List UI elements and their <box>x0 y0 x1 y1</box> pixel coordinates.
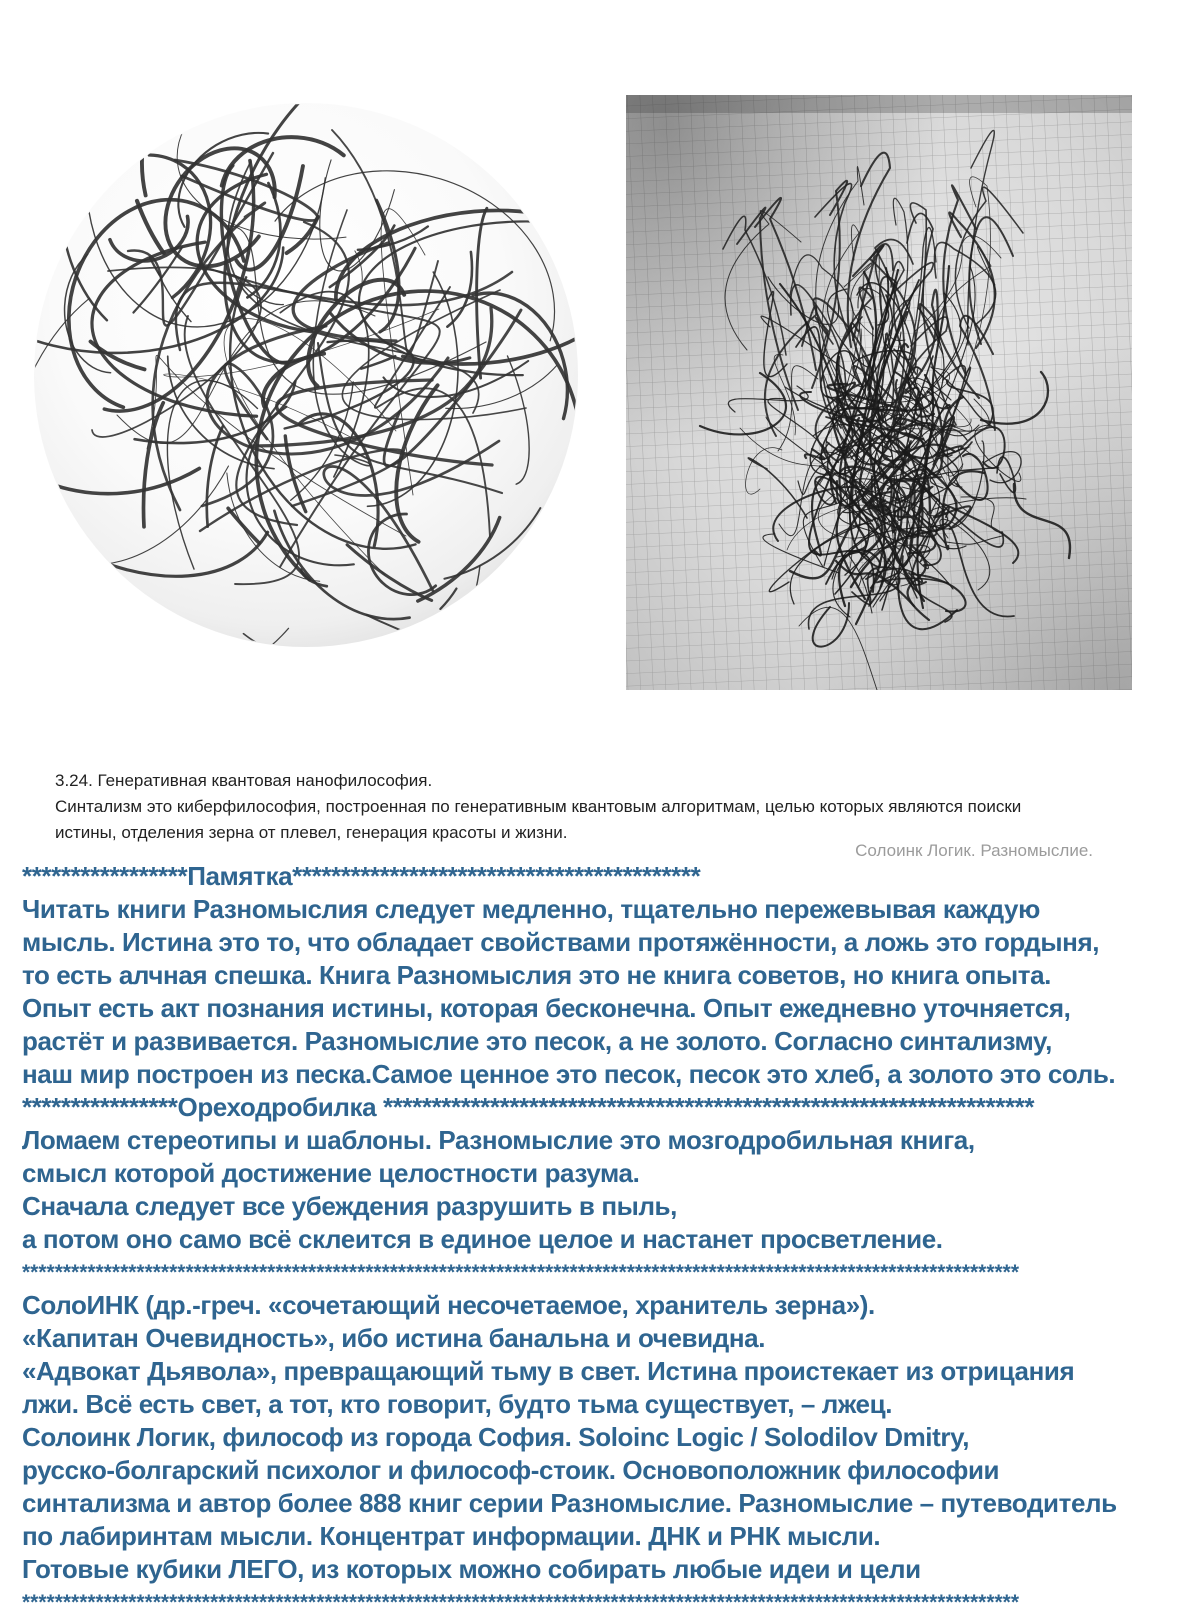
nutcracker-header: ****************Ореходробилка ******************************************************************* <box>22 1092 1035 1122</box>
scribble-sphere-figure <box>30 88 582 662</box>
graph-paper-sketch-figure <box>626 95 1132 690</box>
about-line: русско-болгарский психолог и философ-стоик. Основоположник философии <box>22 1455 1000 1485</box>
nutcracker-line: Сначала следует все убеждения разрушить в пыль, <box>22 1191 677 1221</box>
asterisk-separator: ************************************************************************************************************************** <box>22 1591 1020 1614</box>
about-line: по лабиринтам мысли. Концентрат информации. ДНК и РНК мысли. <box>22 1521 881 1551</box>
nutcracker-line: Ломаем стереотипы и шаблоны. Разномыслие это мозгодробильная книга, <box>22 1125 975 1155</box>
about-line: «Капитан Очевидность», ибо истина банальна и очевидна. <box>22 1323 766 1353</box>
figure-caption <box>55 768 1115 846</box>
caption-body-line-1: Синтализм это киберфилософия, построенная по генеративным квантовым алгоритмам, целью которых являются поиски <box>55 797 1022 816</box>
memo-line: растёт и развивается. Разномыслие это песок, а не золото. Согласно синтализму, <box>22 1026 1052 1056</box>
graph-paper-sketch-image <box>626 95 1132 690</box>
nutcracker-line: смысл которой достижение целостности разума. <box>22 1158 640 1188</box>
memo-header: *****************Памятка****************************************** <box>22 861 701 891</box>
memo-line: Опыт есть акт познания истины, которая бесконечна. Опыт ежедневно уточняется, <box>22 993 1071 1023</box>
about-line: лжи. Всё есть свет, а тот, кто говорит, будто тьма существует, – лжец. <box>22 1389 893 1419</box>
scribble-sphere-image <box>30 88 582 662</box>
about-line: «Адвокат Дьявола», превращающий тьму в свет. Истина проистекает из отрицания <box>22 1356 1075 1386</box>
about-line: СолоИНК (др.-греч. «сочетающий несочетаемое, хранитель зерна»). <box>22 1290 875 1320</box>
memo-line: наш мир построен из песка.Самое ценное это песок, песок это хлеб, а золото это соль. <box>22 1059 1116 1089</box>
author-attribution: Солоинк Логик. Разномыслие. <box>855 841 1093 860</box>
section-heading: 3.24. Генеративная квантовая нанофилософия. <box>55 771 433 790</box>
nutcracker-line: а потом оно само всё склеится в единое целое и настанет просветление. <box>22 1224 943 1254</box>
about-line: Готовые кубики ЛЕГО, из которых можно собирать любые идеи и цели <box>22 1554 921 1584</box>
memo-line: мысль. Истина это то, что обладает свойствами протяжённости, а ложь это гордыня, <box>22 927 1100 957</box>
about-line: Солоинк Логик, философ из города София. Soloinc Logic / Solodilov Dmitry, <box>22 1422 970 1452</box>
body-text <box>22 860 1180 1619</box>
memo-line: то есть алчная спешка. Книга Разномыслия это не книга советов, но книга опыта. <box>22 960 1051 990</box>
asterisk-separator: ************************************************************************************************************************** <box>22 1261 1020 1284</box>
caption-body-line-2: истины, отделения зерна от плевел, генерация красоты и жизни. <box>55 823 568 842</box>
about-line: синтализма и автор более 888 книг серии Разномыслие. Разномыслие – путеводитель <box>22 1488 1117 1518</box>
memo-line: Читать книги Разномыслия следует медленно, тщательно пережевывая каждую <box>22 894 1040 924</box>
